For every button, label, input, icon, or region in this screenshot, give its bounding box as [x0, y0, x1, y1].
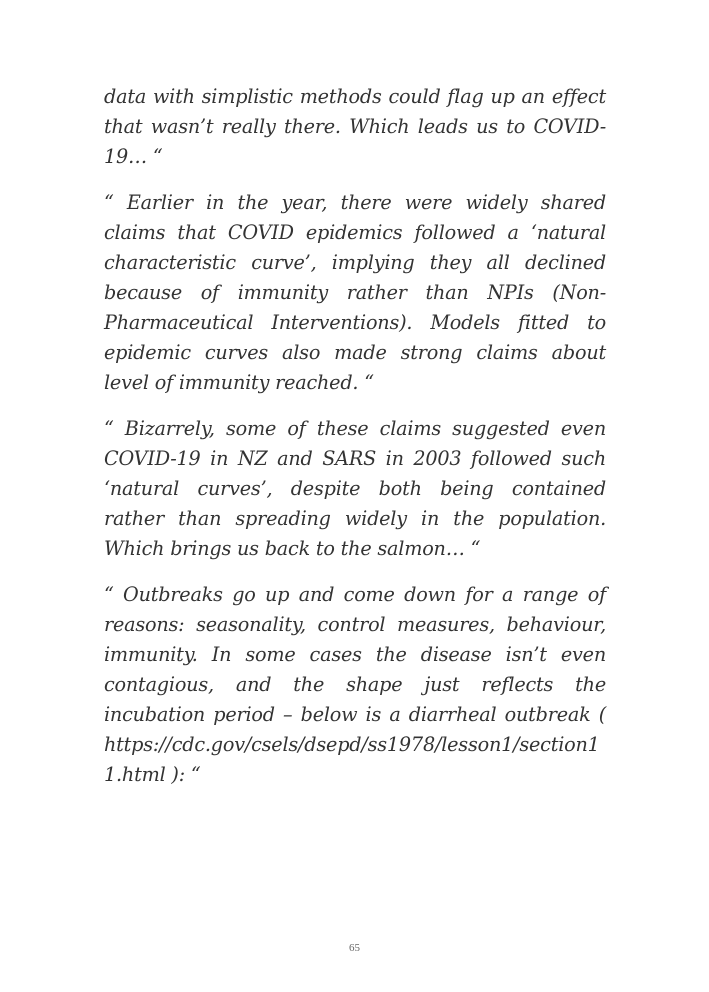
- paragraph-4: “ Outbreaks go up and come down for a range of reasons: seasonality, control measures, behaviour, immunity. In some cases the disease isn’t even contagious, and the shape just reflects the incubation period – below is a diarrheal outbreak ( https://cdc.gov/csels/dsepd/ss1978/lesson1/section11.html ): “: [104, 583, 606, 786]
- paragraph-2: “ Earlier in the year, there were widely shared claims that COVID epidemics followed a ‘natural characteristic curve’, implying they all declined because of immunity rather than NPIs (Non-Pharmaceutical Interventions). Models fitted to epidemic curves also made strong claims about level of immunity reached. “: [104, 191, 606, 394]
- paragraph-1: data with simplistic methods could flag up an effect that wasn’t really there. Which leads us to COVID-19… “: [104, 85, 606, 168]
- paragraph-3: “ Bizarrely, some of these claims suggested even COVID-19 in NZ and SARS in 2003 followed such ‘natural curves’, despite both being contained rather than spreading widely in the population. Which brings us back to the salmon… “: [104, 417, 606, 560]
- page-number: 65: [349, 942, 360, 954]
- body-text: [104, 82, 606, 806]
